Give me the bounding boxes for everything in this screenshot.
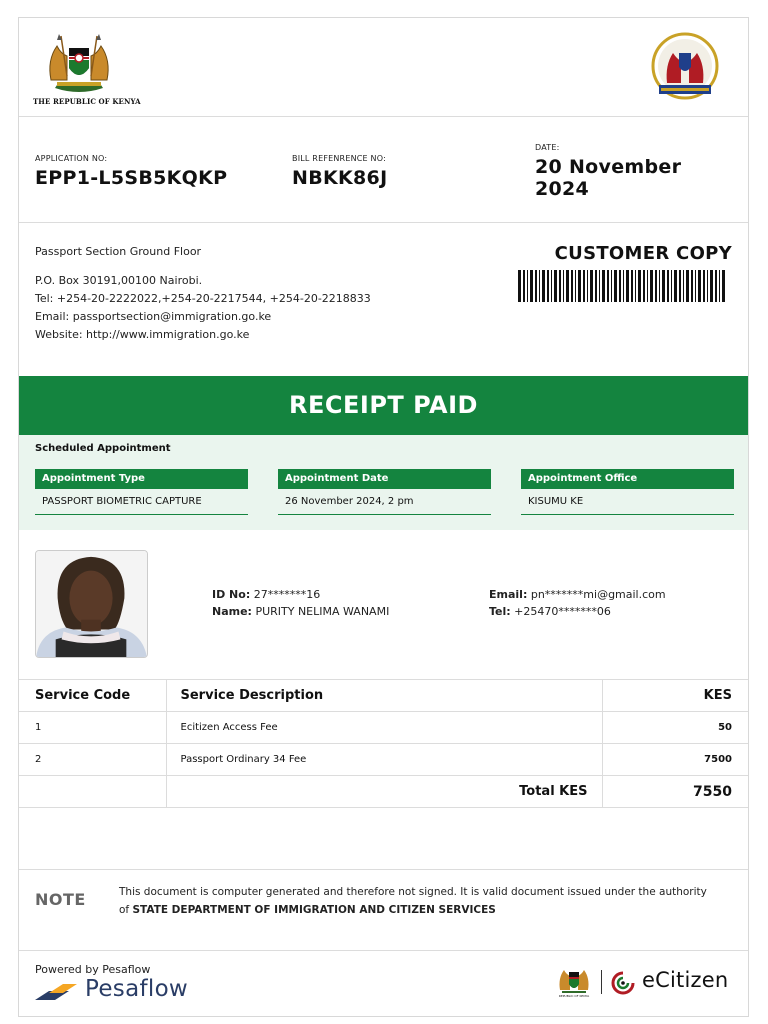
appointment-type-value: PASSPORT BIOMETRIC CAPTURE xyxy=(35,489,248,515)
barcode-bar xyxy=(659,270,660,302)
barcode-bar xyxy=(631,270,633,302)
kenya-coat-of-arms-icon xyxy=(41,32,117,94)
barcode-bar xyxy=(523,270,525,302)
logo-separator xyxy=(601,970,602,994)
applicant-name xyxy=(212,605,389,618)
barcode-bar xyxy=(535,270,537,302)
barcode-bar xyxy=(583,270,585,302)
barcode-bar xyxy=(602,270,605,302)
name-label: Name: xyxy=(212,605,252,618)
barcode-bar xyxy=(679,270,681,302)
table-row xyxy=(19,744,748,776)
note-text xyxy=(119,883,719,919)
kes-header: KES xyxy=(602,680,748,712)
appointment-date-header: Appointment Date xyxy=(278,469,491,489)
appointment-date-value: 26 November 2024, 2 pm xyxy=(278,489,491,515)
barcode-bar xyxy=(530,270,533,302)
name-value: PURITY NELIMA WANAMI xyxy=(251,605,390,618)
customer-copy-label: CUSTOMER COPY xyxy=(554,243,732,264)
date-line-1: 20 November xyxy=(535,156,682,178)
service-description: Passport Ordinary 34 Fee xyxy=(166,744,602,776)
service-code-header: Service Code xyxy=(19,680,166,712)
barcode-bar xyxy=(571,270,573,302)
total-label: Total KES xyxy=(166,776,602,808)
service-description: Ecitizen Access Fee xyxy=(166,712,602,744)
date-value xyxy=(535,156,681,200)
barcode-bar xyxy=(547,270,549,302)
barcode-bar xyxy=(626,270,629,302)
barcode-bar xyxy=(554,270,557,302)
pesaflow-logo-icon xyxy=(35,978,77,1006)
ecitizen-logo-icon xyxy=(610,970,636,996)
barcode-bar xyxy=(667,270,669,302)
barcode-bar xyxy=(671,270,672,302)
barcode-bar xyxy=(647,270,648,302)
note-body: This document is computer generated and therefore not signed. It is valid document issued under the authority of xyxy=(119,886,707,916)
barcode-bar xyxy=(674,270,677,302)
barcode-bar xyxy=(559,270,561,302)
bill-reference-label: BILL REFENRENCE NO: xyxy=(292,154,386,163)
tel-value: +25470*******06 xyxy=(510,605,611,618)
barcode-bar xyxy=(551,270,552,302)
barcode-icon xyxy=(518,270,726,302)
barcode-bar xyxy=(607,270,609,302)
email-value: pn*******mi@gmail.com xyxy=(527,588,666,601)
service-code: 1 xyxy=(19,712,166,744)
barcode-bar xyxy=(595,270,597,302)
pesaflow-wordmark: Pesaflow xyxy=(85,976,189,1002)
service-description-header: Service Description xyxy=(166,680,602,712)
table-row xyxy=(19,712,748,744)
appointment-type-header: Appointment Type xyxy=(35,469,248,489)
barcode-bar xyxy=(695,270,696,302)
date-line-2: 2024 xyxy=(535,178,590,200)
coat-caption: REPUBLIC OF KENYA xyxy=(558,994,590,998)
service-amount: 50 xyxy=(602,712,748,744)
total-value: 7550 xyxy=(602,776,748,808)
barcode-bar xyxy=(527,270,528,302)
appointment-date-column xyxy=(278,469,491,515)
scheduled-appointment-section xyxy=(19,435,748,530)
email-label: Email: xyxy=(489,588,528,601)
barcode-bar xyxy=(635,270,636,302)
barcode-bar xyxy=(643,270,645,302)
divider xyxy=(19,222,748,223)
application-no-label: APPLICATION NO: xyxy=(35,154,108,163)
applicant-email xyxy=(489,588,666,601)
scheduled-appointment-title: Scheduled Appointment xyxy=(35,443,171,454)
barcode-bar xyxy=(638,270,641,302)
applicant-tel xyxy=(489,605,611,618)
address-website: Website: http://www.immigration.go.ke xyxy=(35,328,250,341)
barcode-bar xyxy=(566,270,569,302)
barcode-bar xyxy=(578,270,581,302)
barcode-bar xyxy=(563,270,564,302)
address-tel: Tel: +254-20-2222022,+254-20-2217544, +254-20-2218833 xyxy=(35,292,371,305)
barcode-bar xyxy=(698,270,701,302)
applicant-photo xyxy=(35,550,148,658)
id-number xyxy=(212,588,320,601)
kenya-immigration-logo-icon xyxy=(645,31,725,101)
note-authority: STATE DEPARTMENT OF IMMIGRATION AND CITIZEN SERVICES xyxy=(132,904,496,916)
barcode-bar xyxy=(715,270,717,302)
barcode-bar xyxy=(722,270,725,302)
id-value: 27*******16 xyxy=(250,588,321,601)
barcode-bar xyxy=(614,270,617,302)
id-label: ID No: xyxy=(212,588,251,601)
barcode-bar xyxy=(662,270,665,302)
barcode-bar xyxy=(707,270,708,302)
powered-by-text: Powered by Pesaflow xyxy=(35,963,151,976)
barcode-bar xyxy=(518,270,521,302)
barcode-bar xyxy=(599,270,600,302)
barcode-bar xyxy=(611,270,612,302)
barcode-bar xyxy=(683,270,684,302)
barcode-bar xyxy=(703,270,705,302)
receipt-document xyxy=(18,17,749,1017)
table-header-row xyxy=(19,680,748,712)
barcode-bar xyxy=(655,270,657,302)
service-amount: 7500 xyxy=(602,744,748,776)
appointment-type-column xyxy=(35,469,248,515)
bill-reference-value: NBKK86J xyxy=(292,167,388,189)
service-code: 2 xyxy=(19,744,166,776)
table-total-row xyxy=(19,776,748,808)
barcode-bar xyxy=(650,270,653,302)
barcode-bar xyxy=(710,270,713,302)
appointment-office-value: KISUMU KE xyxy=(521,489,734,515)
services-table xyxy=(19,679,748,808)
appointment-office-header: Appointment Office xyxy=(521,469,734,489)
receipt-paid-banner: RECEIPT PAID xyxy=(19,376,748,435)
barcode-bar xyxy=(542,270,545,302)
barcode-bar xyxy=(590,270,593,302)
barcode-bar xyxy=(623,270,624,302)
barcode-bar xyxy=(691,270,693,302)
appointment-office-column xyxy=(521,469,734,515)
barcode-bar xyxy=(575,270,576,302)
empty-cell xyxy=(19,776,166,808)
ecitizen-wordmark: eCitizen xyxy=(642,968,729,992)
date-label: DATE: xyxy=(535,143,560,152)
tel-label: Tel: xyxy=(489,605,511,618)
application-no-value: EPP1-L5SB5KQKP xyxy=(35,167,228,189)
note-label: NOTE xyxy=(35,890,86,909)
address-line-1: Passport Section Ground Floor xyxy=(35,245,202,258)
barcode-bar xyxy=(686,270,689,302)
barcode-bar xyxy=(587,270,588,302)
barcode-bar xyxy=(719,270,720,302)
divider xyxy=(19,116,748,117)
divider xyxy=(19,950,748,951)
barcode-bar xyxy=(619,270,621,302)
kenya-coat-of-arms-small-icon xyxy=(556,964,592,998)
republic-of-kenya-text: THE REPUBLIC OF KENYA xyxy=(33,97,141,106)
barcode-bar xyxy=(539,270,540,302)
address-email: Email: passportsection@immigration.go.ke xyxy=(35,310,272,323)
address-po-box: P.O. Box 30191,00100 Nairobi. xyxy=(35,274,203,287)
divider xyxy=(19,869,748,870)
